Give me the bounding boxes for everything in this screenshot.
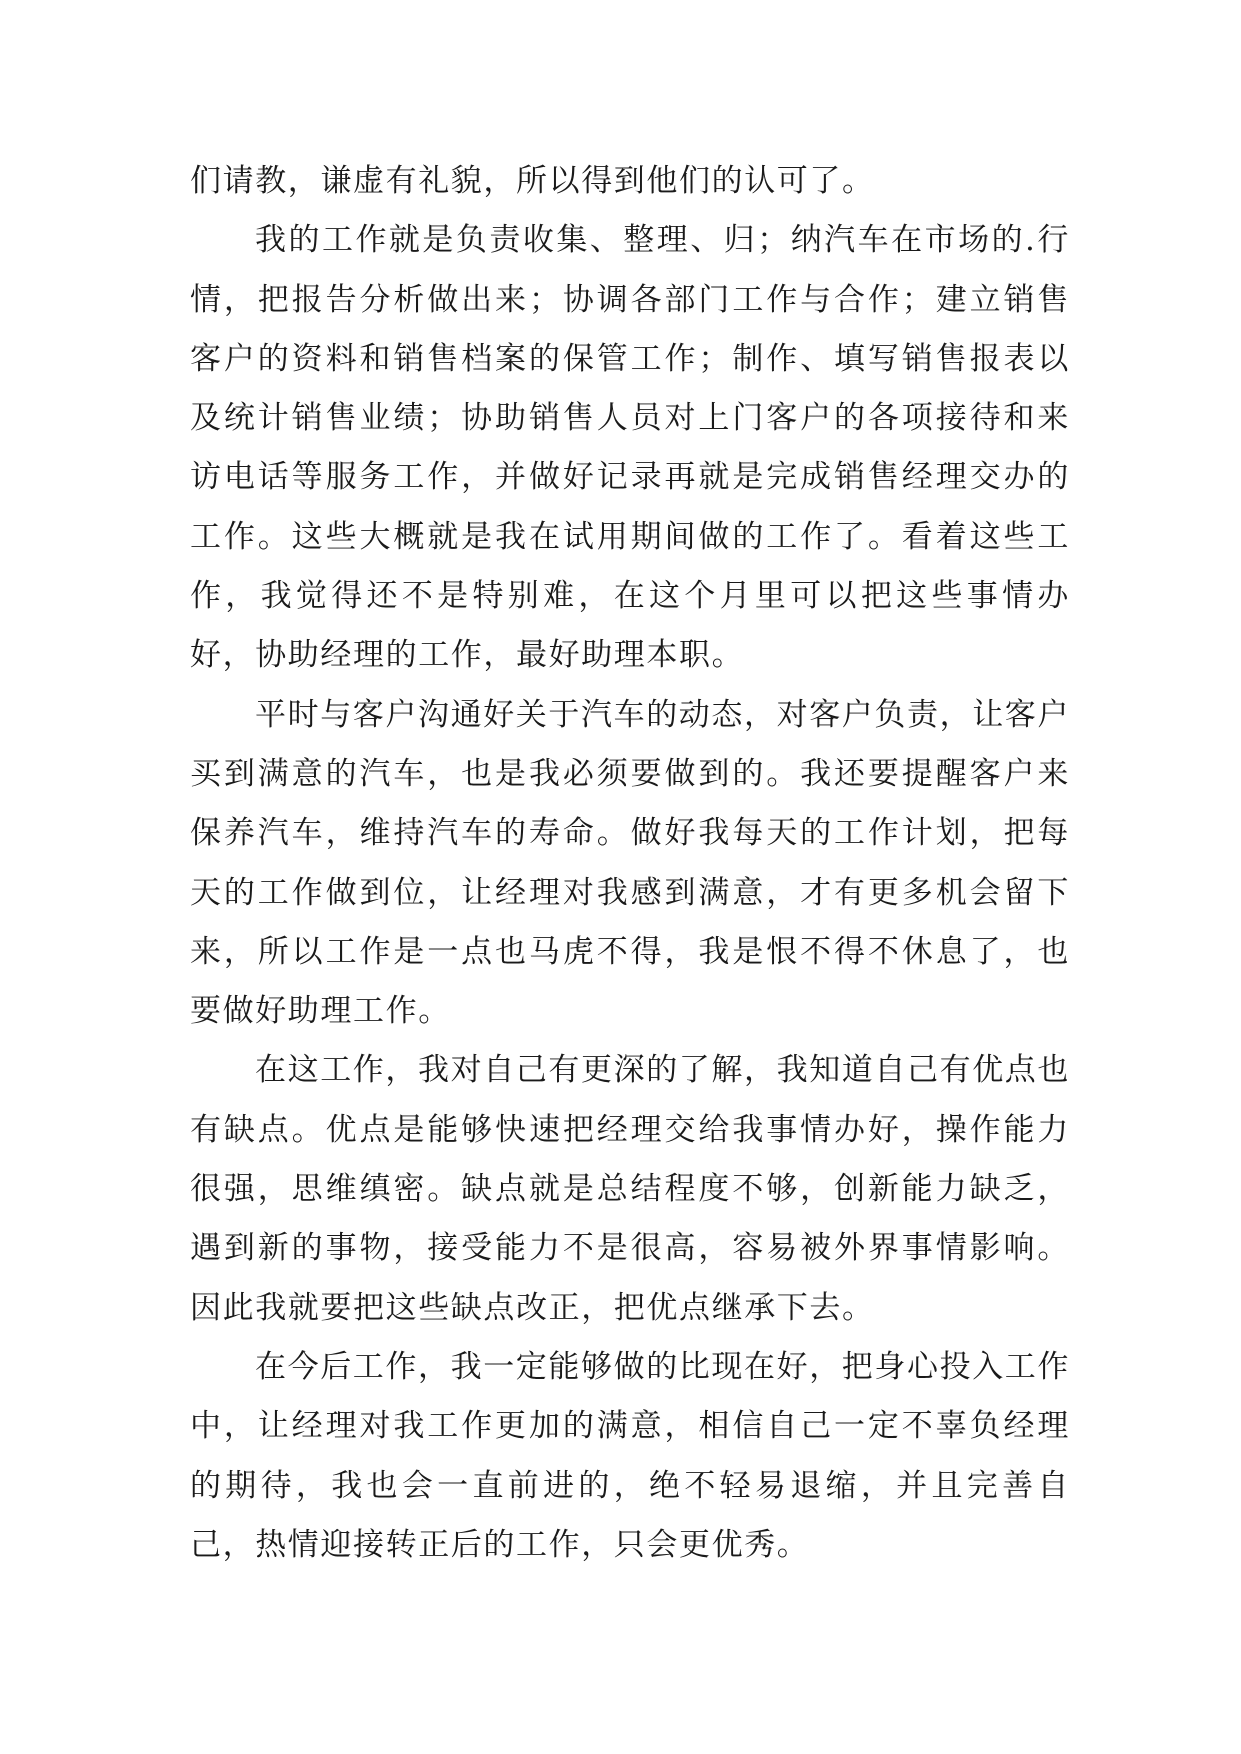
paragraph-future-commitment: 在今后工作，我一定能够做的比现在好，把身心投入工作中，让经理对我工作更加的满意，相信自己一定不辜负经理的期待，我也会一直前进的，绝不轻易退缩，并且完善自己，热情迎接转正后的工作，只会更优秀。 (190, 1348, 1070, 1563)
document-body (190, 152, 1070, 1575)
paragraph-continuation: 们请教，谦虚有礼貌，所以得到他们的认可了。 (190, 163, 875, 199)
paragraph-self-assessment: 在这工作，我对自己有更深的了解，我知道自己有优点也有缺点。优点是能够快速把经理交给我事情办好，操作能力很强，思维缜密。缺点就是总结程度不够，创新能力缺乏，遇到新的事物，接受能力不是很高，容易被外界事情影响。因此我就要把这些缺点改正，把优点继承下去。 (190, 1052, 1070, 1326)
paragraph-customer-communication: 平时与客户沟通好关于汽车的动态，对客户负责，让客户买到满意的汽车，也是我必须要做到的。我还要提醒客户来保养汽车，维持汽车的寿命。做好我每天的工作计划，把每天的工作做到位，让经理对我感到满意，才有更多机会留下来，所以工作是一点也马虎不得，我是恨不得不休息了，也要做好助理工作。 (190, 696, 1070, 1030)
paragraph-job-duties: 我的工作就是负责收集、整理、归；纳汽车在市场的.行情，把报告分析做出来；协调各部门工作与合作；建立销售客户的资料和销售档案的保管工作；制作、填写销售报表以及统计销售业绩；协助销售人员对上门客户的各项接待和来访电话等服务工作，并做好记录再就是完成销售经理交办的工作。这些大概就是我在试用期间做的工作了。看着这些工作，我觉得还不是特别难，在这个月里可以把这些事情办好，协助经理的工作，最好助理本职。 (190, 222, 1070, 674)
